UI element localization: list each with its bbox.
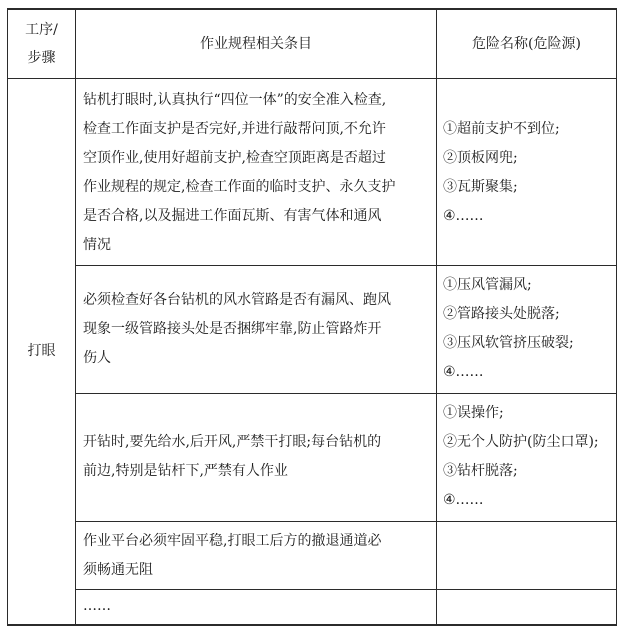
hazard-item: ②无个人防护(防尘口罩);: [443, 434, 599, 450]
rule-line: ……: [83, 598, 111, 614]
header-step-line1: 工序/: [25, 22, 58, 38]
hazard-item: ④……: [443, 208, 484, 224]
rule-line: 须畅通无阻: [83, 562, 153, 578]
rule-line: 前边,特别是钻杆下,严禁有人作业: [83, 463, 288, 479]
rule-line: 是否合格,以及掘进工作面瓦斯、有害气体和通风: [83, 208, 382, 224]
header-rules-label: 作业规程相关条目: [200, 35, 312, 52]
hazard-item: ④……: [443, 492, 484, 508]
row-divider-4: [75, 589, 617, 590]
rule-text-3: [83, 428, 433, 486]
rule-line: 空顶作业,使用好超前支护,检查空顶距离是否超过: [83, 150, 386, 166]
hazard-item: ④……: [443, 364, 484, 380]
hazard-item: ③钻杆脱落;: [443, 463, 518, 479]
hazard-item: ①超前支护不到位;: [443, 121, 560, 137]
rule-line: 作业平台必须牢固平稳,打眼工后方的撤退通道必: [83, 533, 382, 549]
row-divider-2: [75, 393, 617, 394]
rule-text-1: [83, 86, 433, 260]
hazard-item: ②管路接头处脱落;: [443, 306, 560, 322]
rule-line: 检查工作面支护是否完好,并进行敲帮问顶,不允许: [83, 121, 386, 137]
col-divider-1: [75, 8, 76, 626]
rule-line: 情况: [83, 237, 111, 253]
hazard-item: ①压风管漏风;: [443, 277, 532, 293]
header-hazards: [437, 10, 616, 78]
rule-line: 现象一级管路接头处是否捆绑牢靠,防止管路炸开: [83, 321, 382, 337]
rule-text-5: [83, 592, 433, 621]
rule-line: 开钻时,要先给水,后开风,严禁干打眼;每台钻机的: [83, 434, 382, 450]
header-hazards-label: 危险名称(危险源): [472, 35, 581, 52]
hazard-item: ②顶板网兜;: [443, 150, 518, 166]
hazard-list-2: [443, 271, 615, 387]
header-rules: [76, 10, 436, 78]
rule-text-4: [83, 527, 433, 585]
header-step-line2: 步骤: [27, 50, 56, 66]
col-divider-2: [436, 8, 437, 626]
rule-text-2: [83, 286, 433, 373]
step-name: 打眼: [27, 343, 56, 359]
hazard-list-1: [443, 115, 615, 231]
row-divider-1: [75, 265, 617, 266]
table-border-right: [616, 8, 617, 626]
hazard-list-3: [443, 399, 615, 515]
hazard-item: ③瓦斯聚集;: [443, 179, 518, 195]
header-step: [8, 10, 75, 78]
rule-line: 钻机打眼时,认真执行“四位一体”的安全准入检查,: [83, 92, 387, 108]
safety-table: [7, 8, 617, 626]
row-divider-3: [75, 521, 617, 522]
step-cell: [8, 79, 75, 624]
hazard-item: ①误操作;: [443, 405, 504, 421]
header-divider: [7, 78, 617, 79]
table-border-bottom: [7, 624, 617, 626]
rule-line: 必须检查好各台钻机的风水管路是否有漏风、跑风: [83, 292, 391, 308]
hazard-item: ③压风软管挤压破裂;: [443, 335, 574, 351]
rule-line: 伤人: [83, 350, 111, 366]
rule-line: 作业规程的规定,检查工作面的临时支护、永久支护: [83, 179, 396, 195]
